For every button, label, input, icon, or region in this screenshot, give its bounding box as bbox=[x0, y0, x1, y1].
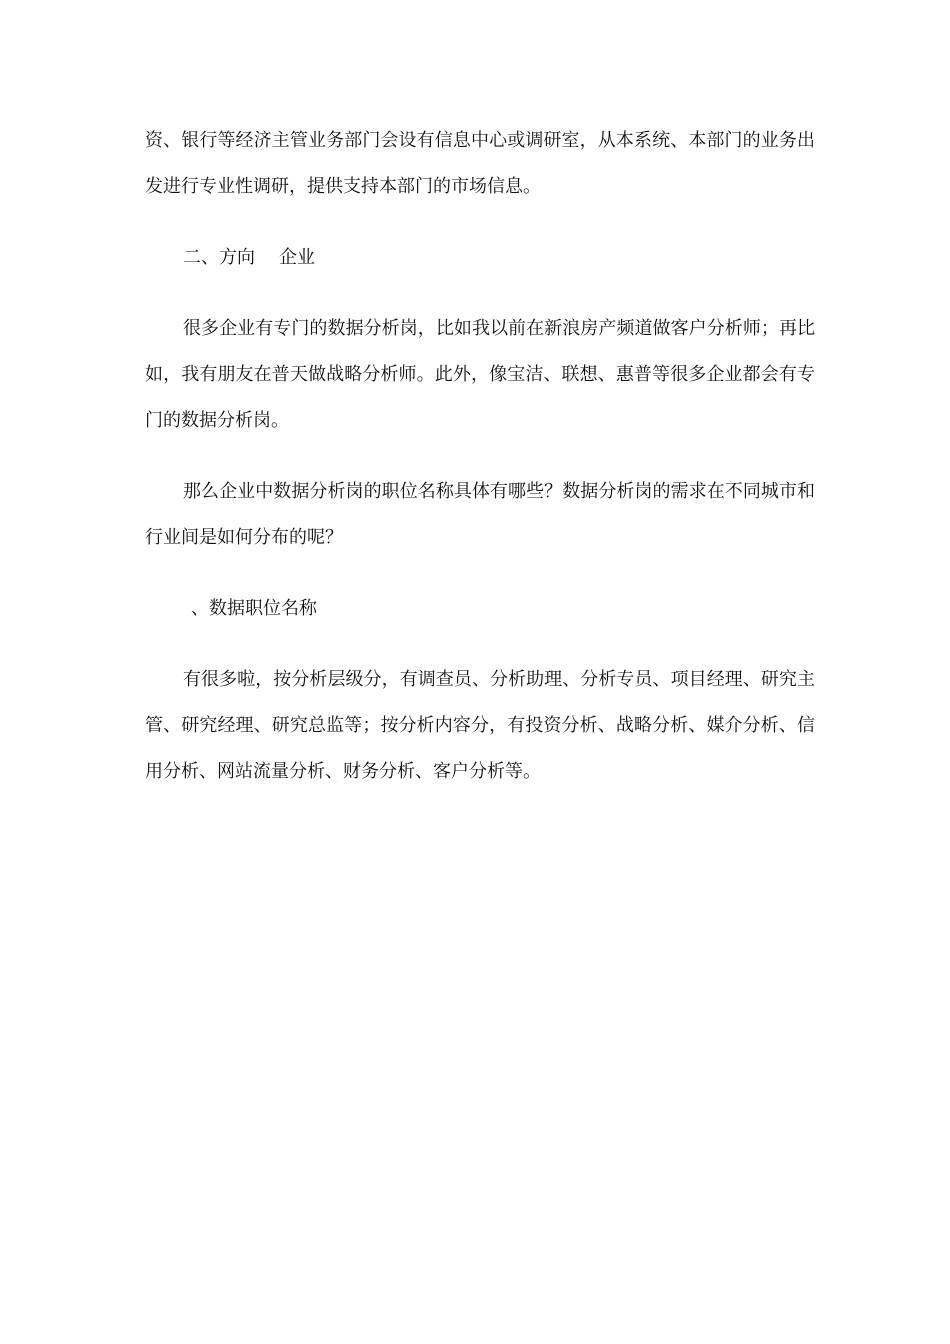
paragraph-continued: 资、银行等经济主管业务部门会设有信息中心或调研室，从本系统、本部门的业务出发进行专业性调研，提供支持本部门的市场信息。 bbox=[145, 130, 815, 197]
paragraph-gap bbox=[145, 281, 815, 306]
paragraph-gap bbox=[145, 210, 815, 235]
paragraph-gap bbox=[145, 444, 815, 469]
paragraph-job-titles: 有很多啦，按分析层级分，有调查员、分析助理、分析专员、项目经理、研究主管、研究经理、研究总监等；按分析内容分，有投资分析、战略分析、媒介分析、信用分析、网站流量分析、财务分析、客户分析等。 bbox=[145, 669, 815, 782]
paragraph-gap bbox=[145, 632, 815, 657]
paragraph-gap bbox=[145, 561, 815, 586]
document-body bbox=[145, 118, 815, 795]
heading-prefix: 二、方向 bbox=[183, 247, 255, 268]
paragraph-enterprise: 很多企业有专门的数据分析岗，比如我以前在新浪房产频道做客户分析师；再比如，我有朋友在普天做战略分析师。此外，像宝洁、联想、惠普等很多企业都会有专门的数据分析岗。 bbox=[145, 318, 815, 431]
heading-word: 企业 bbox=[279, 247, 315, 268]
paragraph-question: 那么企业中数据分析岗的职位名称具体有哪些？数据分析岗的需求在不同城市和行业间是如何分布的呢？ bbox=[145, 481, 815, 548]
section-heading-job-titles: 、数据职位名称 bbox=[191, 598, 317, 619]
section-heading-direction bbox=[145, 235, 815, 281]
